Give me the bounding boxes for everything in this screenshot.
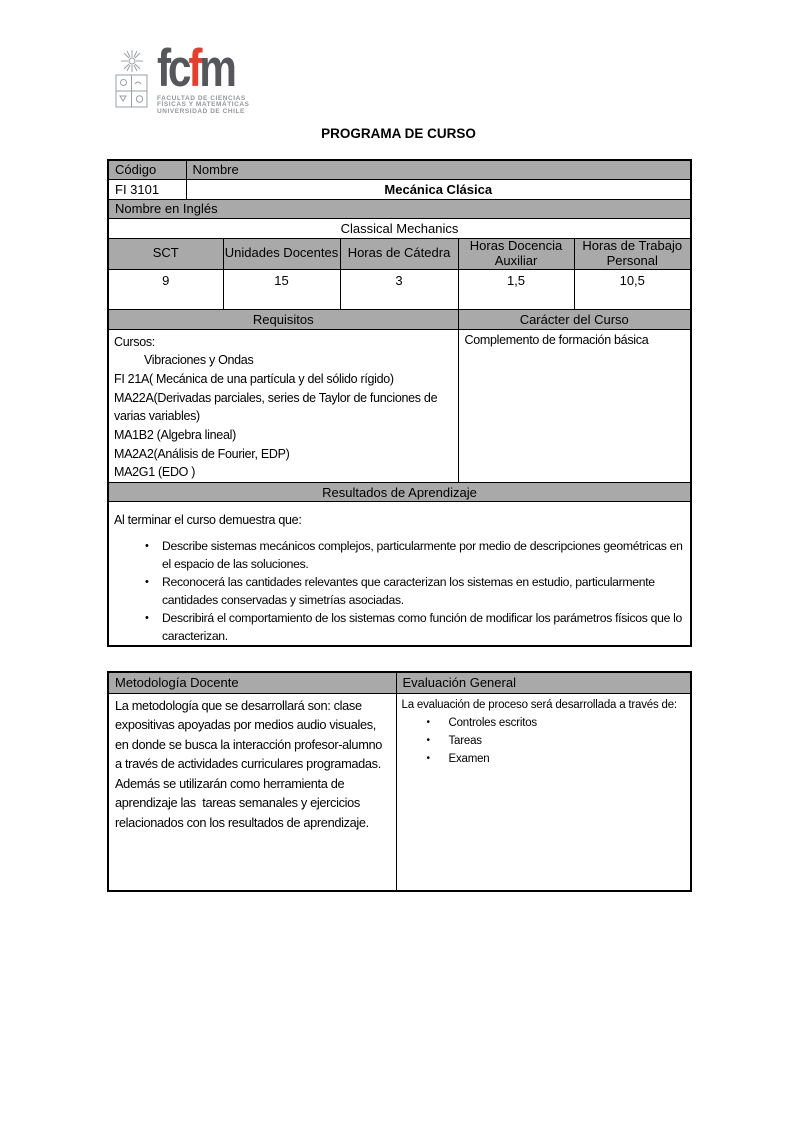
requisitos-line: MA2A2(Análisis de Fourier, EDP) [114, 446, 290, 461]
resultados-intro: Al terminar el curso demuestra que: [114, 513, 302, 528]
bullet-icon: • [426, 735, 430, 747]
metodologia-header-cell: Metodología Docente [108, 672, 396, 693]
fcfm-wordmark [157, 39, 234, 98]
caracter-header-cell: Carácter del Curso [458, 309, 691, 329]
resultados-bullet-item [109, 609, 690, 645]
sct-value-cell: 9 [108, 269, 223, 309]
resultados-bullet-text: Describe sistemas mecánicos complejos, particularmente por medio de descripciones geométricas en el espacio de las soluciones. [162, 539, 683, 572]
evaluacion-content-cell [396, 693, 691, 891]
logo-caption-line: UNIVERSIDAD DE CHILE [157, 107, 245, 115]
bullet-icon: • [145, 576, 149, 589]
resultados-content-cell [108, 502, 691, 647]
fcfm-logo [110, 39, 253, 115]
university-crest-icon [110, 48, 154, 114]
horas-docencia-value-cell: 1,5 [458, 269, 574, 309]
bullet-icon: • [145, 540, 149, 553]
resultados-bullet-item [109, 573, 690, 609]
requisitos-line: Vibraciones y Ondas [144, 353, 254, 368]
requisitos-header-cell: Requisitos [108, 309, 458, 329]
page-title: PROGRAMA DE CURSO [321, 126, 476, 141]
nombre-value-cell: Mecánica Clásica [186, 179, 691, 199]
codigo-value-cell: FI 3101 [108, 179, 186, 199]
wordmark-f-accent: f [188, 39, 200, 98]
metodologia-paragraph: La metodología que se desarrollará son: clase expositivas apoyadas por medios audio visuales, en donde se busca la interacción profesor-alumno a través de actividades curriculares programadas. [115, 697, 386, 772]
evaluacion-bullet-item [402, 750, 685, 768]
logo-caption-line: FÍSICAS Y MATEMÁTICAS [157, 101, 250, 109]
resultados-header-cell: Resultados de Aprendizaje [108, 483, 691, 502]
methodology-evaluation-table [107, 671, 692, 892]
metodologia-paragraph: Además se utilizarán como herramienta de aprendizaje las tareas semanales y ejercicios relacionados con los resultados de aprendizaje. [115, 775, 369, 831]
resultados-bullet-item [109, 537, 690, 573]
requisitos-line: MA1B2 (Algebra lineal) [114, 428, 236, 443]
nombre-header-cell: Nombre [186, 160, 691, 179]
bullet-icon: • [145, 612, 149, 625]
resultados-bullet-text: Reconocerá las cantidades relevantes que caracterizan los sistemas en estudio, particularmente cantidades conservadas y simetrías asociadas. [162, 575, 655, 608]
horas-docencia-header-cell: Horas Docencia Auxiliar [458, 238, 574, 269]
horas-catedra-header-cell: Horas de Cátedra [340, 238, 458, 269]
codigo-header-cell: Código [108, 160, 186, 179]
caracter-value-cell: Complemento de formación básica [458, 329, 691, 483]
horas-catedra-value-cell: 3 [340, 269, 458, 309]
evaluacion-intro: La evaluación de proceso será desarrollada a través de: [401, 698, 677, 711]
bullet-icon: • [426, 753, 430, 765]
unidades-docentes-header-cell: Unidades Docentes [223, 238, 340, 269]
evaluacion-bullet-text: Tareas [448, 735, 482, 748]
evaluacion-bullet-text: Examen [448, 753, 490, 766]
evaluacion-bullet-item [402, 732, 685, 750]
horas-trabajo-value-cell: 10,5 [574, 269, 691, 309]
evaluacion-bullet-item [402, 714, 685, 732]
metodologia-content-cell [108, 693, 396, 891]
course-info-table [107, 159, 692, 647]
sct-header-cell: SCT [108, 238, 223, 269]
requisitos-content-cell [108, 329, 458, 483]
bullet-icon: • [426, 717, 430, 729]
unidades-docentes-value-cell: 15 [223, 269, 340, 309]
logo-caption-line: FACULTAD DE CIENCIAS [157, 95, 246, 102]
requisitos-line: Cursos: [114, 334, 155, 349]
wordmark-m: m [199, 39, 234, 98]
evaluacion-bullet-text: Controles escritos [448, 717, 537, 730]
wordmark-fc: fc [157, 39, 189, 98]
requisitos-line: MA2G1 (EDO ) [114, 465, 196, 480]
logo-caption [157, 96, 253, 115]
requisitos-line: FI 21A( Mecánica de una partícula y del sólido rígido) [114, 371, 394, 386]
nombre-ingles-header-cell: Nombre en Inglés [108, 199, 691, 218]
logo-text-block [157, 39, 253, 115]
evaluacion-header-cell: Evaluación General [396, 672, 691, 693]
nombre-ingles-value-cell: Classical Mechanics [108, 218, 691, 238]
requisitos-line: MA22A(Derivadas parciales, series de Taylor de funciones de varias variables) [114, 390, 438, 424]
resultados-bullet-text: Describirá el comportamiento de los sistemas como función de modificar los parámetros físicos que lo caracterizan. [162, 611, 683, 644]
horas-trabajo-header-cell: Horas de Trabajo Personal [574, 238, 691, 269]
